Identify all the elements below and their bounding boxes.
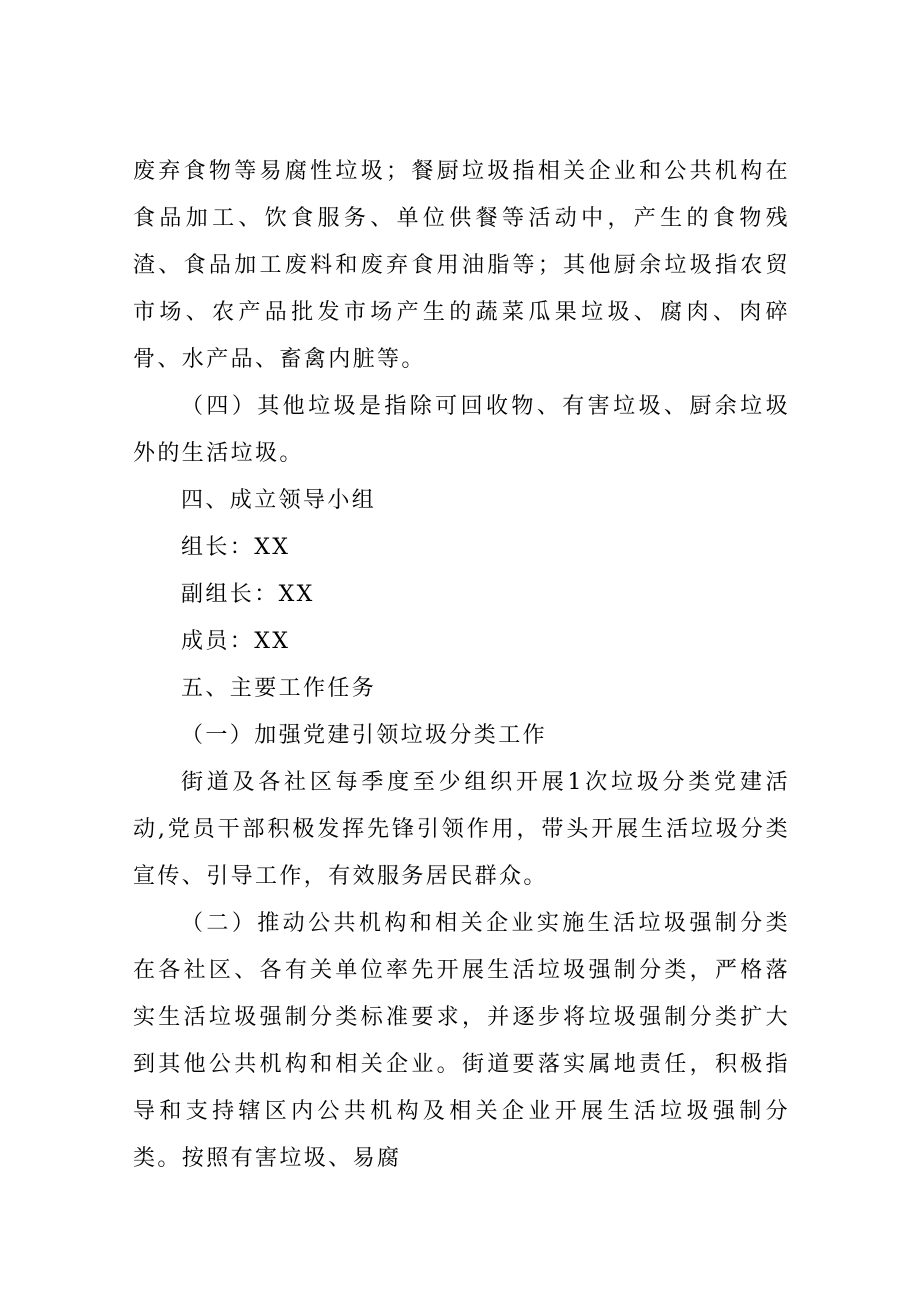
section-heading-leadership-group: 四、成立领导小组 (181, 488, 377, 513)
leader-line: 组长：XX (181, 535, 291, 560)
members-line: 成员：XX (181, 629, 291, 654)
paragraph-mandatory-classification: （二）推动公共机构和相关企业实施生活垃圾强制分类在各社区、各有关单位率先开展生活垃圾强制分类，严格落实生活垃圾强制分类标准要求，并逐步将垃圾强制分类扩大到其他公共机构和相关企业。街道要落实属地责任，积极指导和支持辖区内公共机构及相关企业开展生活垃圾强制分类。按照有害垃圾、易腐 (133, 911, 790, 1171)
subheading-party-building: （一）加强党建引领垃圾分类工作 (181, 723, 548, 748)
paragraph-party-building: 街道及各社区每季度至少组织开展1次垃圾分类党建活动,党员干部积极发挥先锋引领作用，带头开展生活垃圾分类宣传、引导工作，有效服务居民群众。 (133, 770, 790, 889)
section-heading-main-tasks: 五、主要工作任务 (181, 676, 377, 701)
deputy-leader-line: 副组长：XX (181, 582, 315, 607)
document-body (133, 148, 790, 1182)
paragraph-food-waste-definition: 废弃食物等易腐性垃圾；餐厨垃圾指相关企业和公共机构在食品加工、饮食服务、单位供餐等活动中，产生的食物残渣、食品加工废料和废弃食用油脂等；其他厨余垃圾指农贸市场、农产品批发市场产生的蔬菜瓜果垃圾、腐肉、肉碎骨、水产品、畜禽内脏等。 (133, 159, 790, 372)
paragraph-other-waste-definition: （四）其他垃圾是指除可回收物、有害垃圾、厨余垃圾外的生活垃圾。 (133, 394, 790, 466)
